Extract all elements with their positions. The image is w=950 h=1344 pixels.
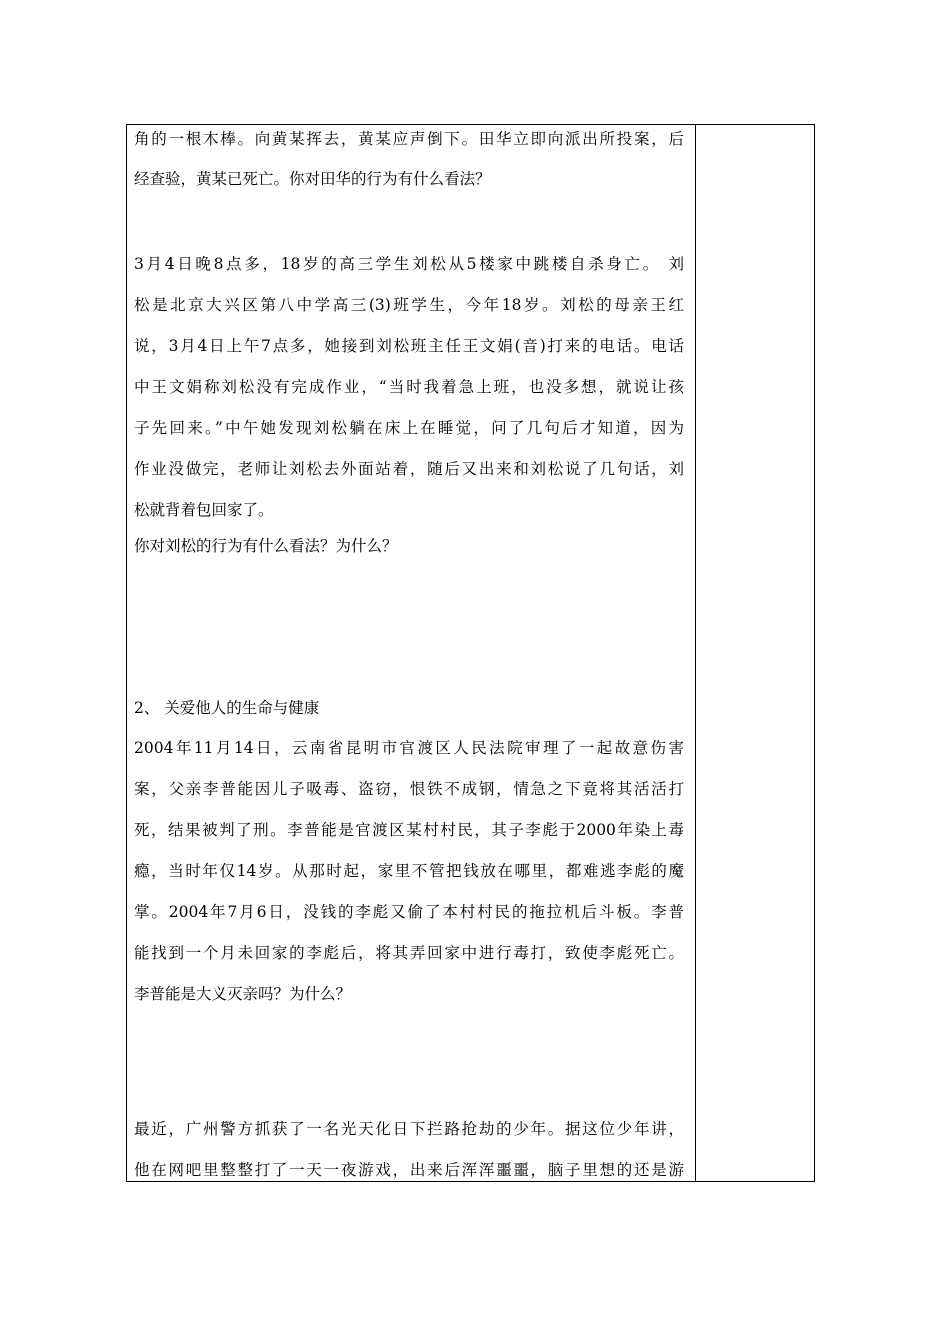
case2-line-6: 作业没做完，老师让刘松去外面站着，随后又出来和刘松说了几句话，刘 [134,460,684,478]
case2-line-3: 说，3月4日上午7点多，她接到刘松班主任王文娟(音)打来的电话。电话 [134,337,684,355]
section2-line-3: 死，结果被判了刑。李普能是官渡区某村村民，其子李彪于2000年染上毒 [134,821,684,839]
notes-cell [696,125,814,1181]
case2-line-7: 松就背着包回家了。 [134,501,274,519]
case1-line-2: 经查验，黄某已死亡。你对田华的行为有什么看法？ [134,170,491,188]
section2-line-1: 2004年11月14日，云南省昆明市官渡区人民法院审理了一起故意伤害 [134,739,684,757]
main-text-cell [134,124,690,1180]
case2-line-4: 中王文娟称刘松没有完成作业，“当时我着急上班，也没多想，就说让孩 [134,378,684,396]
case4-line-1: 最近，广州警方抓获了一名光天化日下拦路抢劫的少年。据这位少年讲， [134,1120,684,1138]
section2-heading: 2、 关爱他人的生命与健康 [134,699,320,717]
case2-line-5: 子先回来。”中午她发现刘松躺在床上在睡觉，问了几句后才知道，因为 [134,419,684,437]
case4-line-2: 他在网吧里整整打了一天一夜游戏，出来后浑浑噩噩，脑子里想的还是游 [134,1161,684,1179]
case2-line-2: 松是北京大兴区第八中学高三(3)班学生，今年18岁。刘松的母亲王红 [134,296,684,314]
case2-line-1: 3月4日晚8点多，18岁的高三学生刘松从5楼家中跳楼自杀身亡。 刘 [134,255,684,273]
section2-line-6: 能找到一个月未回家的李彪后，将其弄回家中进行毒打，致使李彪死亡。 [134,944,684,962]
section2-line-2: 案，父亲李普能因儿子吸毒、盗窃，恨铁不成钢，情急之下竟将其活活打 [134,780,684,798]
section2-line-4: 瘾，当时年仅14岁。从那时起，家里不管把钱放在哪里，都难逃李彪的魔 [134,862,684,880]
case1-line-1: 角的一根木棒。向黄某挥去，黄某应声倒下。田华立即向派出所投案，后 [134,130,684,148]
section2-line-5: 掌。2004年7月6日，没钱的李彪又偷了本村村民的拖拉机后斗板。李普 [134,903,684,921]
case2-question: 你对刘松的行为有什么看法？为什么？ [134,537,398,555]
section2-line-7: 李普能是大义灭亲吗？为什么？ [134,985,352,1003]
